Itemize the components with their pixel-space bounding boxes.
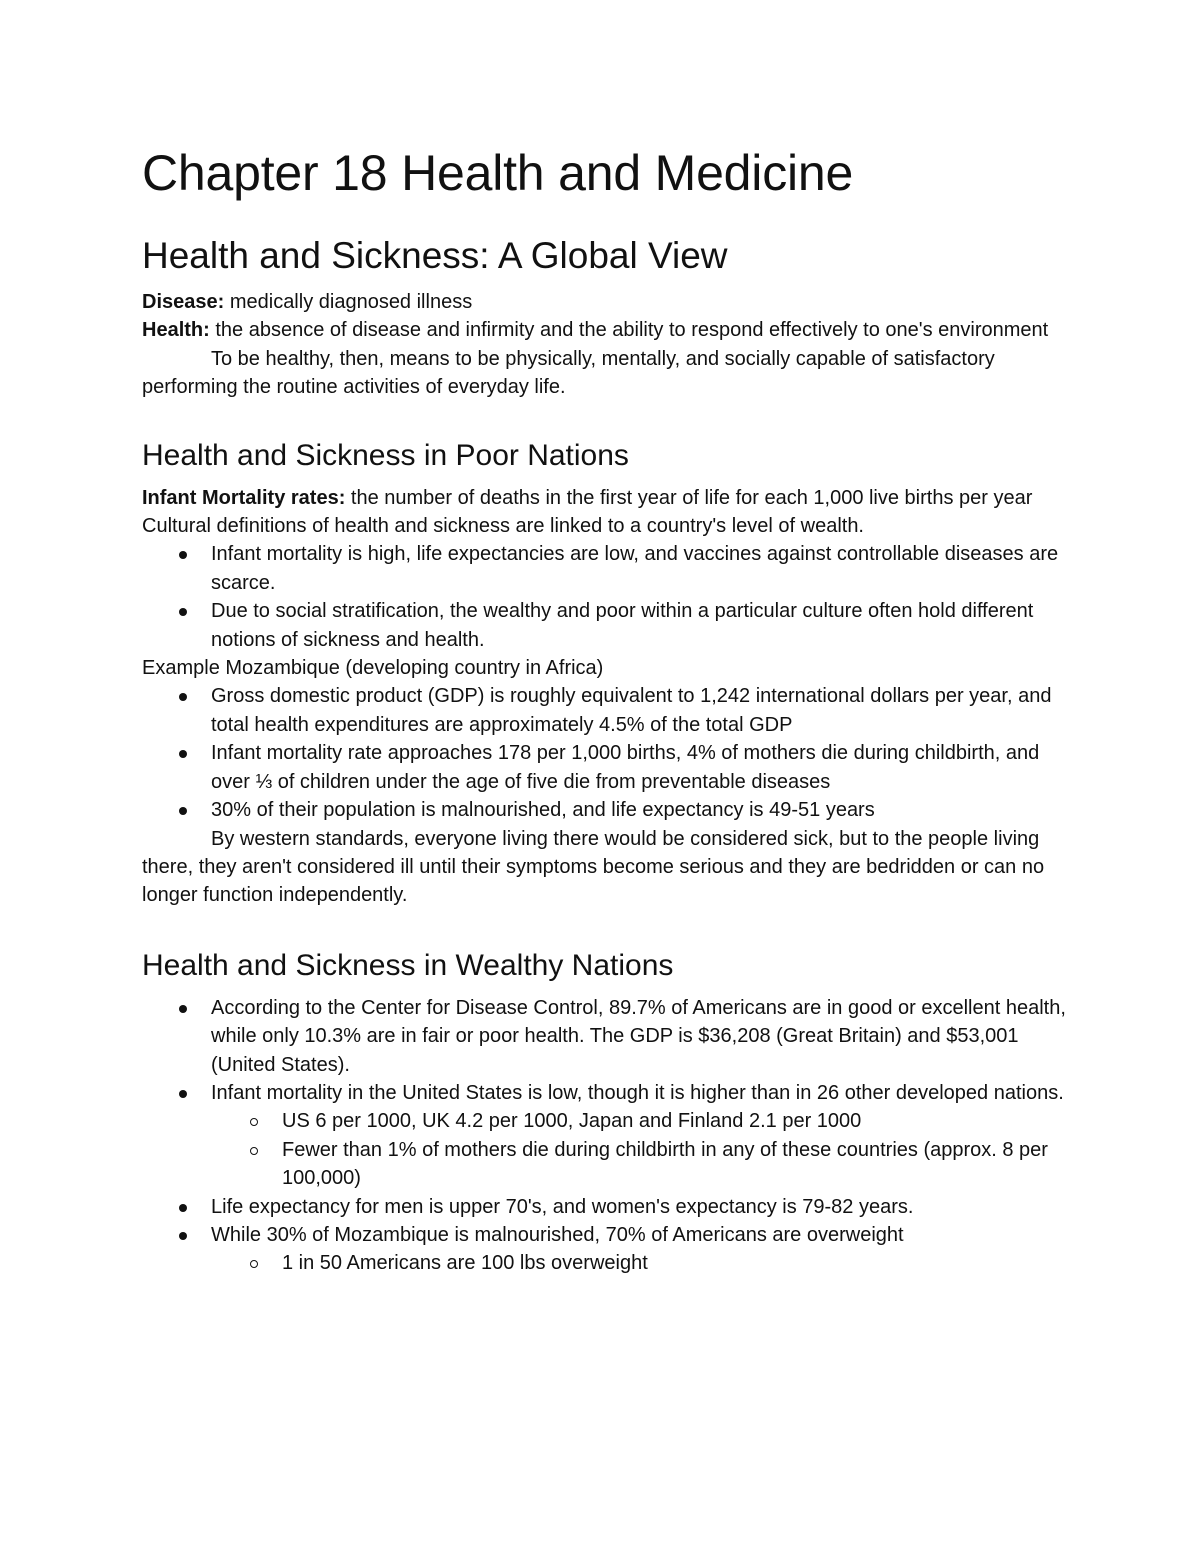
overweight-sublist (213, 1249, 1082, 1277)
disease-definition (142, 288, 1082, 316)
infant-mortality-definition (142, 484, 1082, 512)
sub-list-item: Fewer than 1% of mothers die during childbirth in any of these countries (approx. 8 per 100,000) (213, 1136, 1082, 1193)
list-item: Life expectancy for men is upper 70's, and women's expectancy is 79-82 years. (142, 1193, 1082, 1221)
list-item (142, 1079, 1082, 1107)
infant-mortality-def-text: the number of deaths in the first year of life for each 1,000 live births per year (345, 486, 1033, 509)
sub-list-item: US 6 per 1000, UK 4.2 per 1000, Japan and Finland 2.1 per 1000 (213, 1107, 1082, 1135)
cultural-definitions-text: Cultural definitions of health and sickness are linked to a country's level of wealth. (142, 515, 864, 538)
health-definition (142, 316, 1082, 344)
sub-list-item: 1 in 50 Americans are 100 lbs overweight (213, 1249, 1082, 1277)
poor-nations-list (142, 540, 1082, 654)
mozambique-list (142, 682, 1082, 824)
wealthy-nations-list-cont (142, 1193, 1082, 1250)
disease-def-text: medically diagnosed illness (224, 291, 473, 313)
wealthy-nations-list (142, 994, 1082, 1108)
document-page (142, 140, 1082, 1278)
western-standards-paragraph: By western standards, everyone living there would be considered sick, but to the people living there, they aren't considered ill until their symptoms become serious and they are bedridden or can no longer function independently. (142, 827, 1045, 907)
mozambique-example: Example Mozambique (developing country in Africa) (142, 657, 604, 680)
list-item: While 30% of Mozambique is malnourished, 70% of Americans are overweight (142, 1221, 1082, 1249)
health-term: Health: (142, 319, 210, 342)
list-item: Gross domestic product (GDP) is roughly equivalent to 1,242 international dollars per year, and total health expenditures are approximately 4.5% of the total GDP (142, 682, 1082, 739)
health-def-text: the absence of disease and infirmity and the ability to respond effectively to one's environment (209, 319, 1049, 342)
disease-term: Disease: (142, 291, 225, 313)
section-heading-wealthy-nations: Health and Sickness in Wealthy Nations (142, 948, 674, 982)
list-item-text: Infant mortality in the United States is low, though it is higher than in 26 other developed nations. (211, 1081, 1064, 1104)
list-item: Infant mortality rate approaches 178 per 1,000 births, 4% of mothers die during childbirth, and over ⅓ of children under the age of five die from preventable diseases (142, 739, 1082, 796)
section-heading-poor-nations: Health and Sickness in Poor Nations (142, 438, 629, 472)
list-item: Infant mortality is high, life expectancies are low, and vaccines against controllable diseases are scarce. (142, 540, 1082, 597)
healthy-paragraph: To be healthy, then, means to be physically, mentally, and socially capable of satisfactory performing the routine activities of everyday life. (142, 347, 995, 399)
list-item: 30% of their population is malnourished, and life expectancy is 49-51 years (142, 796, 1082, 824)
infant-mortality-sublist (213, 1107, 1082, 1192)
document-title: Chapter 18 Health and Medicine (142, 145, 854, 201)
infant-mortality-term: Infant Mortality rates: (142, 486, 346, 509)
list-item: Due to social stratification, the wealthy and poor within a particular culture often hold different notions of sickness and health. (142, 597, 1082, 654)
section-heading-global-view: Health and Sickness: A Global View (142, 235, 728, 276)
list-item: According to the Center for Disease Control, 89.7% of Americans are in good or excellent health, while only 10.3% are in fair or poor health. The GDP is $36,208 (Great Britain) and $53,001 (United States). (142, 994, 1082, 1079)
